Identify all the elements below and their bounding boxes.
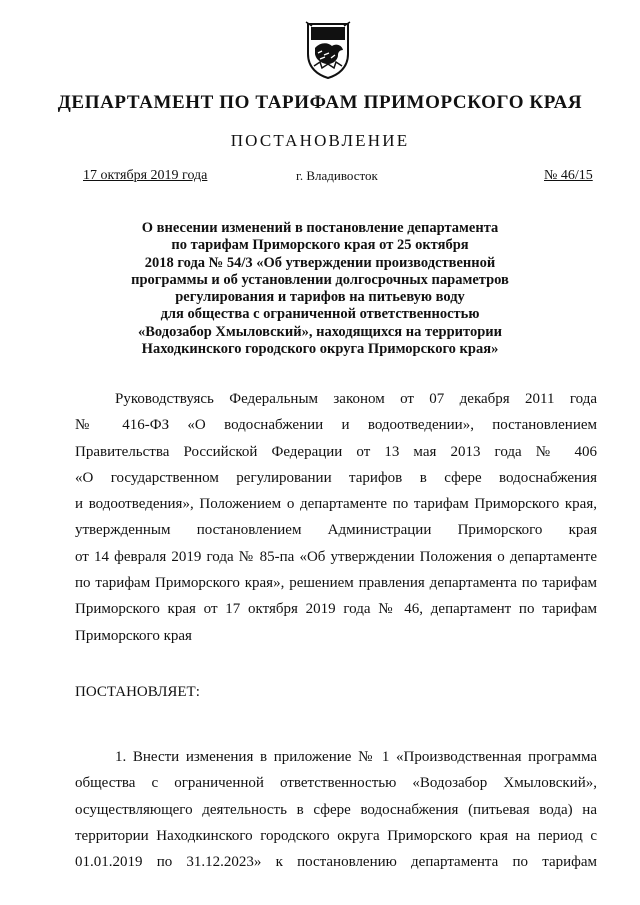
document-number: № 46/15 — [544, 168, 593, 183]
subject-line: Находкинского городского округа Приморского края» — [141, 341, 499, 358]
item-1-line: территории Находкинского городского округа Приморского края на период с — [75, 827, 597, 844]
department-title: ДЕПАРТАМЕНТ ПО ТАРИФАМ ПРИМОРСКОГО КРАЯ — [57, 92, 583, 113]
subject-line: «Водозабор Хмыловский», находящихся на территории — [138, 323, 502, 340]
document-type: ПОСТАНОВЛЕНИЕ — [230, 131, 410, 150]
document-date: 17 октября 2019 года — [83, 168, 208, 183]
item-1-paragraph — [75, 744, 597, 875]
preamble-line: от 14 февраля 2019 года № 85-па «Об утверждении Положения о департаменте — [75, 548, 597, 565]
item-1-line: общества с ограниченной ответственностью «Водозабор Хмыловский», — [75, 775, 597, 792]
subject-line: 2018 года № 54/3 «Об утверждении производственной — [144, 254, 496, 271]
item-1-line: осуществляющего деятельность в сфере водоснабжения (питьевая вода) на — [75, 801, 597, 818]
preamble-line: и водоотведения», Положением о департаменте по тарифам Приморского края, — [75, 496, 597, 513]
subject-line: для общества с ограниченной ответственностью — [160, 306, 480, 323]
preamble-paragraph — [75, 386, 597, 649]
preamble-line: Приморского края от 17 октября 2019 года № 46, департамент по тарифам — [75, 601, 597, 618]
subject-line: по тарифам Приморского края от 25 октября — [171, 237, 469, 254]
document-subject — [0, 220, 640, 358]
preamble-line: Руководствуясь Федеральным законом от 07 декабря 2011 года — [115, 391, 597, 407]
preamble-line: по тарифам Приморского края», решением правления департамента по тарифам — [75, 575, 597, 592]
preamble-line: утвержденным постановлением Администрации Приморского края — [75, 522, 597, 539]
preamble-line: Правительства Российской Федерации от 13 мая 2013 года № 406 — [75, 443, 597, 460]
subject-line: программы и об установлении долгосрочных параметров — [131, 271, 509, 288]
item-1-line: 1. Внести изменения в приложение № 1 «Производственная программа — [115, 749, 597, 765]
subject-line: О внесении изменений в постановление департамента — [141, 220, 499, 236]
preamble-line: «О государственном регулировании тарифов в сфере водоснабжения — [75, 469, 597, 486]
item-1-line: 01.01.2019 по 31.12.2023» к постановлению департамента по тарифам — [75, 854, 597, 871]
coat-of-arms-icon — [302, 20, 354, 80]
resolve-word: ПОСТАНОВЛЯЕТ: — [75, 684, 200, 700]
preamble-line: № 416-ФЗ «О водоснабжении и водоотведении», постановлением — [75, 417, 597, 434]
document-city: г. Владивосток — [296, 168, 378, 183]
subject-line: регулирования и тарифов на питьевую воду — [175, 289, 465, 306]
preamble-line: Приморского края — [75, 627, 192, 644]
